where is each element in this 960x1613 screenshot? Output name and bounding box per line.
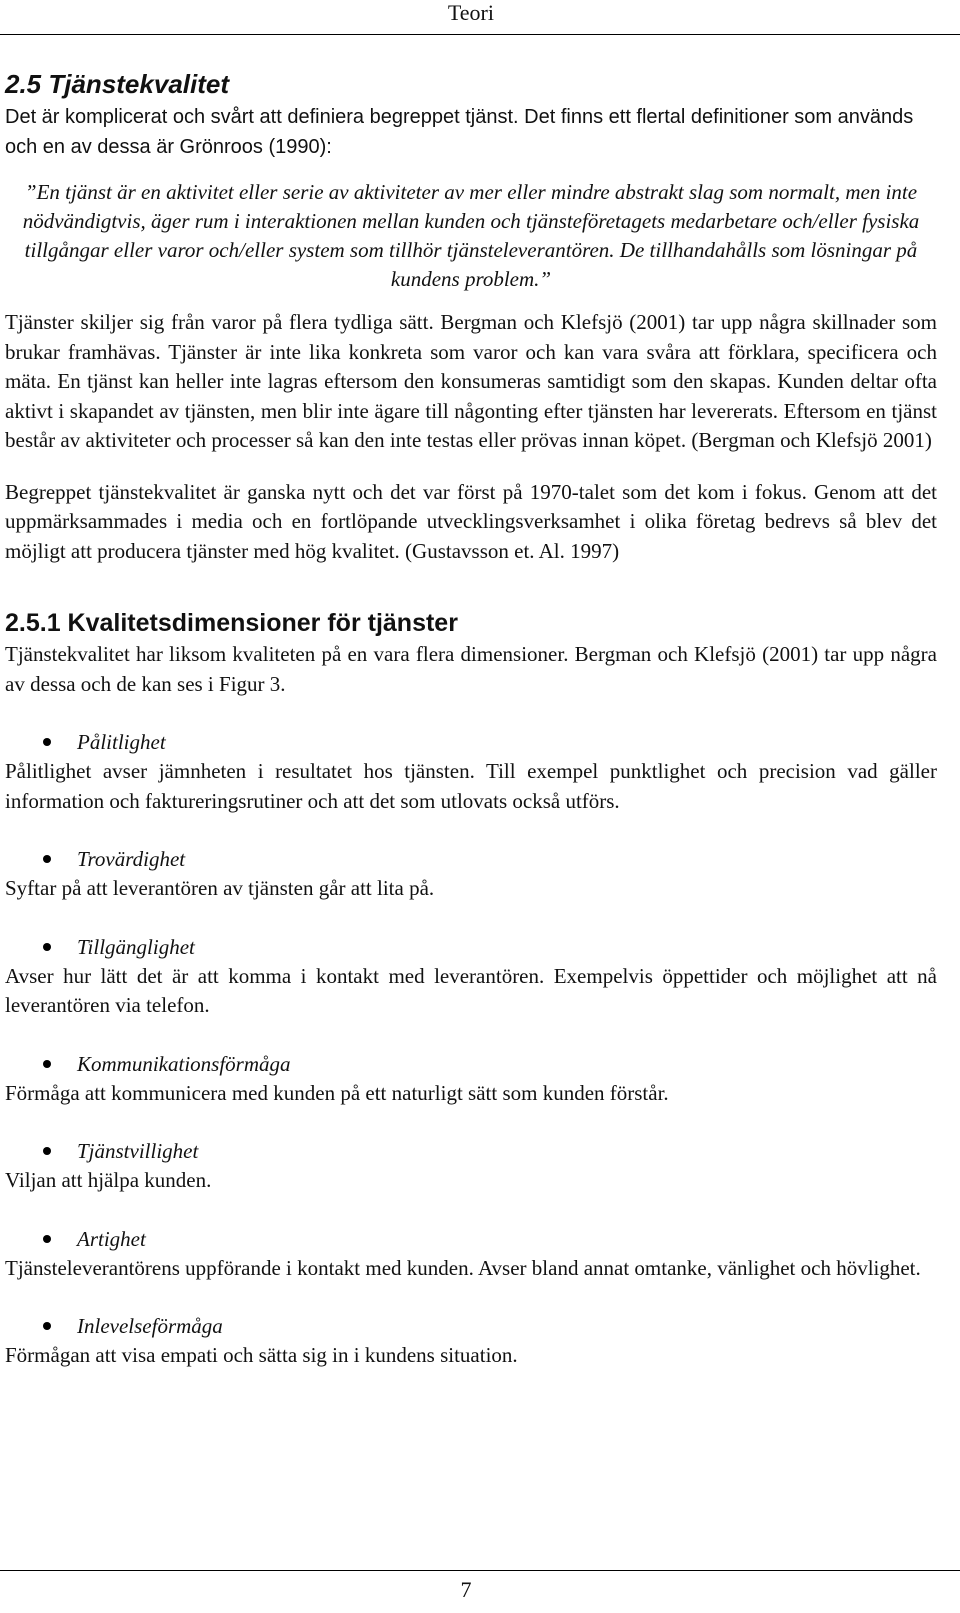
bullet-icon [43, 1322, 51, 1330]
list-item [5, 932, 937, 962]
list-item [5, 727, 937, 757]
section-heading: 2.5 Tjänstekvalitet [5, 69, 229, 99]
dimension-label: Trovärdighet [77, 847, 186, 871]
dimension-trovärdighet [5, 844, 937, 904]
dimension-description: Avser hur lätt det är att komma i kontakt med leverantören. Exempelvis öppettider och möjlighet att nå leverantören via telefon. [5, 963, 937, 1017]
dimension-artighet [5, 1224, 937, 1284]
header-title: Teori [447, 0, 494, 25]
dimension-label: Tillgänglighet [77, 934, 195, 959]
dimension-description: Tjänsteleverantörens uppförande i kontakt med kunden. Avser bland annat omtanke, vänlighet och hövlighet. [5, 1255, 921, 1280]
bullet-icon [43, 943, 51, 951]
dimension-pålitlighet [5, 727, 937, 816]
dimension-label: Artighet [77, 1226, 146, 1251]
bullet-icon [43, 1060, 51, 1068]
subsection-heading: 2.5.1 Kvalitetsdimensioner för tjänster [5, 609, 458, 637]
bullet-icon [43, 855, 51, 863]
dimension-label: Kommunikationsförmåga [77, 1051, 291, 1076]
paragraph-differences: Tjänster skiljer sig från varor på flera tydliga sätt. Bergman och Klefsjö (2001) tar upp några skillnader som brukar framhävas. Tjänster är inte lika konkreta som varor och kan vara svåra att förklara, specificera och mäta. En tjänst kan heller inte lagras eftersom den konsumeras samtidigt som den skapas. Kunden deltar ofta aktivt i skapandet av tjänsten, men blir inte ägare till någonting efter tjänsten har levererats. Eftersom en tjänst består av aktiviteter och processer så kan den inte testas eller prövas innan köpet. (Bergman och Klefsjö 2001) [5, 310, 937, 452]
dimension-description: Pålitlighet avser jämnheten i resultatet hos tjänsten. Till exempel punktlighet och precision vad gäller information och faktureringsrutiner och att det som utlovats också utförs. [5, 759, 937, 813]
list-item [5, 1049, 937, 1079]
dimension-kommunikationsförmåga [5, 1049, 937, 1109]
bullet-icon [43, 1235, 51, 1243]
dimension-tjänstvillighet [5, 1136, 937, 1196]
list-item [5, 1311, 937, 1341]
list-item [5, 1224, 937, 1254]
bullet-icon [43, 738, 51, 746]
dimension-description: Förmåga att kommunicera med kunden på ett naturligt sätt som kunden förstår. [5, 1080, 669, 1105]
dimension-label: Tjänstvillighet [77, 1139, 199, 1163]
subsection-intro: Tjänstekvalitet har liksom kvaliteten på en vara flera dimensioner. Bergman och Klefsjö (2001) tar upp några av dessa och de kan ses i Figur 3. [5, 642, 937, 696]
dimension-label: Inlevelseförmåga [77, 1314, 223, 1338]
list-item [5, 844, 937, 874]
definition-quote: ”En tjänst är en aktivitet eller serie av aktiviteter av mer eller mindre abstrakt slag som normalt, men inte nödvändigtvis, äger rum i interaktionen mellan kunden och tjänsteföretagets medarbetare och/eller fysiska tillgångar eller varor och/eller system som tillhör tjänsteleverantören. De tillhandahålls som lösningar på kundens problem.” [22, 180, 920, 291]
page-content [5, 66, 937, 1371]
footer-divider [0, 1570, 960, 1571]
dimension-tillgänglighet [5, 932, 937, 1021]
running-header [0, 0, 960, 35]
bullet-icon [43, 1147, 51, 1155]
dimension-description: Viljan att hjälpa kunden. [5, 1168, 212, 1192]
paragraph-history: Begreppet tjänstekvalitet är ganska nytt och det var först på 1970-talet som det kom i fokus. Genom att det uppmärksammades i media och en fortlöpande utvecklingsverksamhet i olika företag bedrevs så blev det möjligt att producera tjänster med hög kvalitet. (Gustavsson et. Al. 1997) [5, 479, 937, 563]
dimension-description: Syftar på att leverantören av tjänsten går att lita på. [5, 876, 435, 900]
dimension-description: Förmågan att visa empati och sätta sig in i kundens situation. [5, 1343, 518, 1367]
list-item [5, 1136, 937, 1166]
section-intro: Det är komplicerat och svårt att definiera begreppet tjänst. Det finns ett flertal definitioner som används och en av dessa är Grönroos (1990): [5, 106, 914, 158]
dimension-label: Pålitlighet [77, 730, 166, 754]
dimension-inlevelseförmåga [5, 1311, 937, 1371]
page-number: 7 [460, 1577, 472, 1602]
